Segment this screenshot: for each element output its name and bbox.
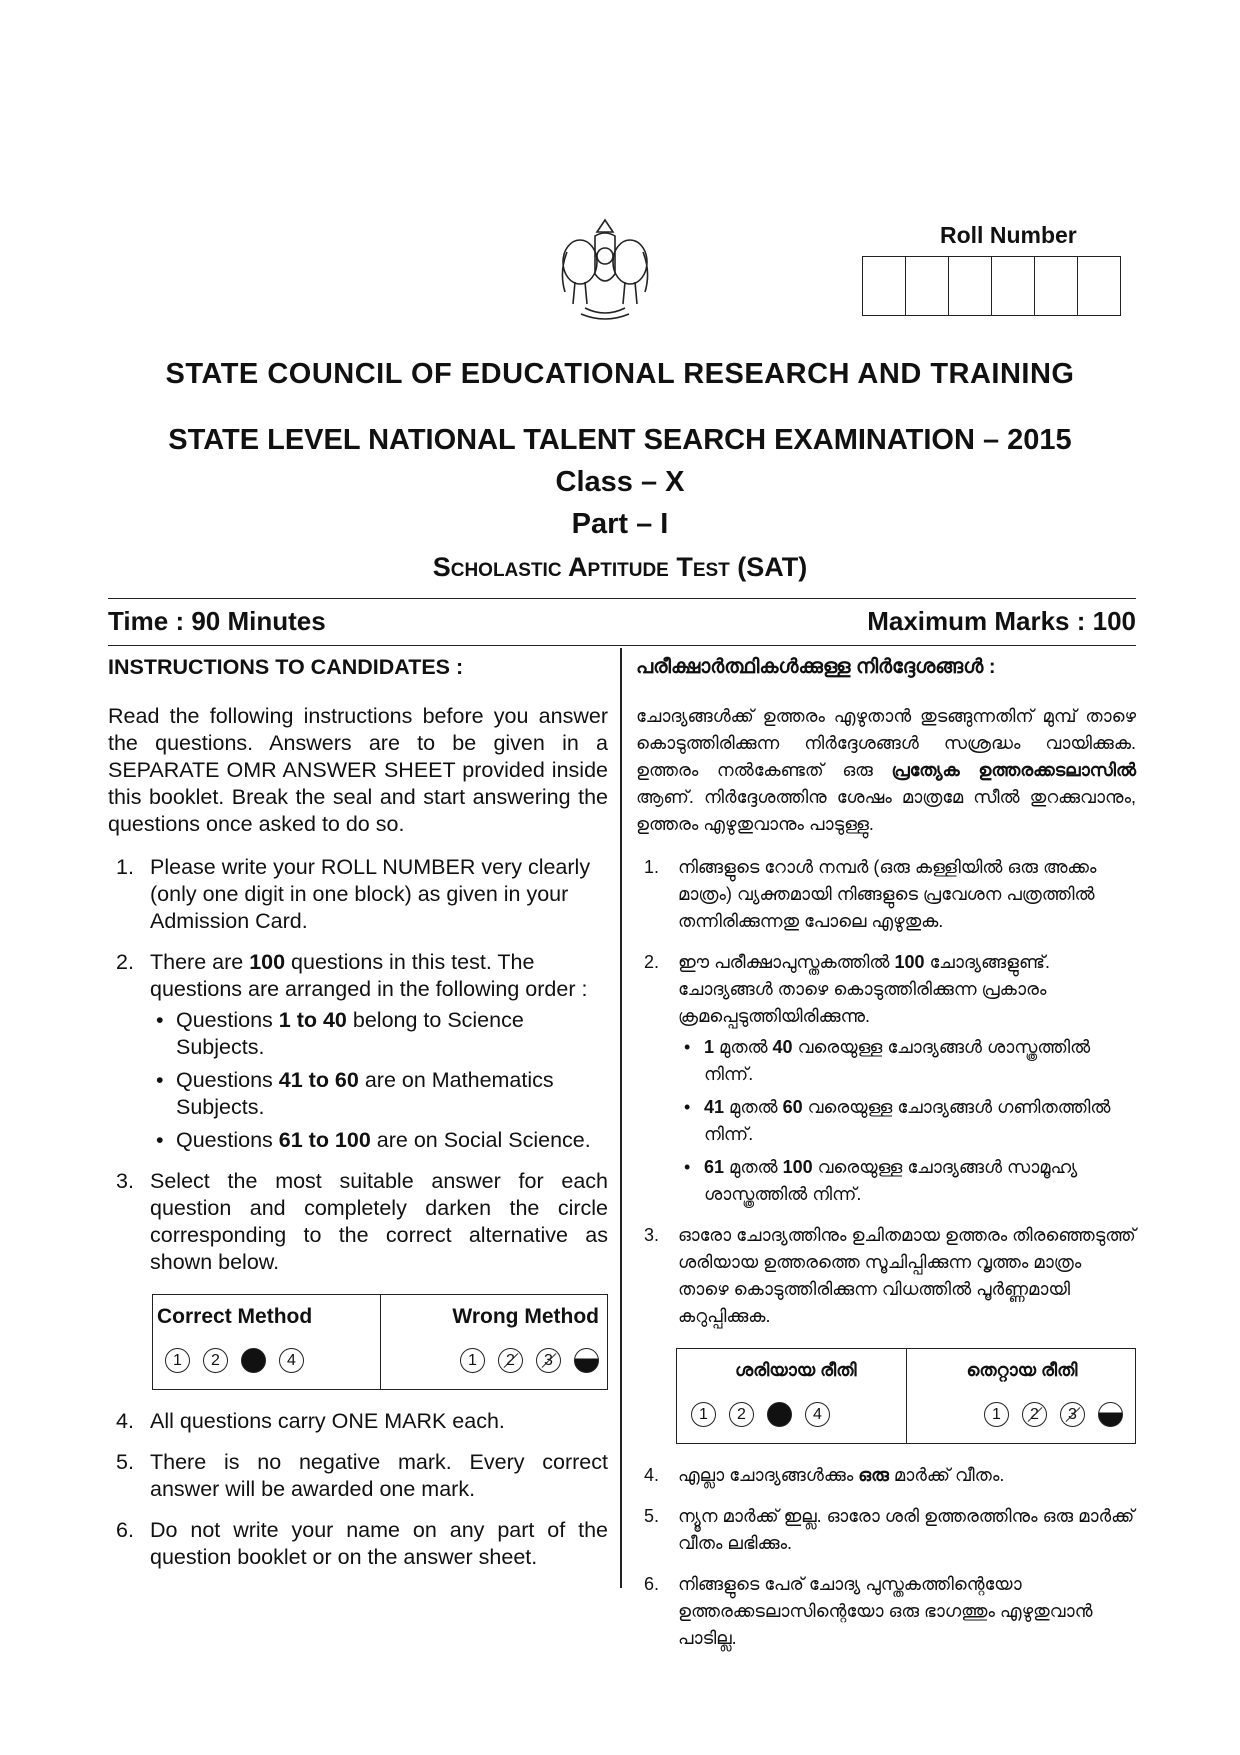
roll-digit-box[interactable] <box>863 257 906 315</box>
english-intro: Read the following instructions before you answer the questions. Answers are to be given in a SEPARATE OMR ANSWER SHEET provided inside this booklet. Break the seal and start answering the questions once asked to do so. <box>108 704 608 836</box>
instruction-text: നിങ്ങളുടെ റോൾ നമ്പർ (ഒരു കള്ളിയിൽ ഒരു അക്കം മാത്രം) വ്യക്തമായി നിങ്ങളുടെ പ്രവേശന പത്രത്തിൽ തന്നിരിക്കുന്നതു പോലെ എഴുതുക. <box>678 857 1097 931</box>
malayalam-heading: പരീക്ഷാർത്ഥികൾക്കുള്ള നിർദ്ദേശങ്ങൾ : <box>636 656 996 678</box>
roll-digit-box[interactable] <box>1035 257 1078 315</box>
organization-title: STATE COUNCIL OF EDUCATIONAL RESEARCH AND TRAINING <box>165 358 1075 390</box>
item-number: 1. <box>116 855 134 879</box>
class-title: Class – X <box>555 466 685 498</box>
instruction-item <box>108 1168 608 1276</box>
instruction-item <box>108 854 608 935</box>
option-circle: 1 <box>984 1402 1009 1427</box>
instruction-text: ഈ പരീക്ഷാപുസ്തകത്തിൽ 100 ചോദ്യങ്ങളുണ്ട്. ചോദ്യങ്ങൾ താഴെ കൊടുത്തിരിക്കുന്ന പ്രകാരം ക്രമപ്പെടുത്തിയിരിക്കുന്നു. <box>678 952 1050 1026</box>
correct-method-label: ശരിയായ രീതി <box>735 1360 857 1380</box>
crossed-circle: 2 <box>1022 1402 1047 1427</box>
item-number: 6. <box>116 1518 134 1542</box>
bullet-item: • Questions 61 to 100 are on Social Science. <box>150 1127 608 1154</box>
time-label: Time : 90 Minutes <box>108 606 326 636</box>
item-number: 3. <box>116 1169 134 1193</box>
english-instructions <box>108 650 608 1585</box>
english-heading: INSTRUCTIONS TO CANDIDATES : <box>108 655 464 679</box>
test-title: Scholastic Aptitude Test (SAT) <box>432 552 808 582</box>
instruction-text: There is no negative mark. Every correct answer will be awarded one mark. <box>150 1450 608 1501</box>
instruction-item <box>636 1571 1136 1652</box>
wrong-method-label: തെറ്റായ രീതി <box>966 1360 1078 1380</box>
instruction-item <box>636 1503 1136 1557</box>
item-number: 6. <box>644 1574 660 1594</box>
divider <box>108 645 1136 646</box>
correct-method-label: Correct Method <box>157 1305 313 1328</box>
half-filled-circle <box>574 1348 599 1373</box>
instruction-text: ന്യൂന മാർക്ക് ഇല്ല. ഓരോ ശരി ഉത്തരത്തിനും ഒരു മാർക്ക് വീതം ലഭിക്കും. <box>678 1506 1135 1553</box>
bullet-item: • Questions 1 to 40 belong to Science Subjects. <box>150 1007 608 1061</box>
item-number: 4. <box>644 1465 660 1485</box>
wrong-method-cell <box>381 1295 608 1389</box>
item-number: 5. <box>116 1450 134 1474</box>
instruction-text: All questions carry ONE MARK each. <box>150 1409 505 1433</box>
malayalam-intro: ചോദ്യങ്ങൾക്ക് ഉത്തരം എഴുതാൻ തുടങ്ങുന്നതിന് മുമ്പ് താഴെ കൊടുത്തിരിക്കുന്ന നിർദ്ദേശങ്ങൾ സശ്രദ്ധം വായിക്കുക. ഉത്തരം നൽകേണ്ടത് ഒരു പ്രത്യേക ഉത്തരക്കടലാസിൽ ആണ്. നിർദ്ദേശത്തിനു ശേഷം മാത്രമേ സീൽ തുറക്കുവാനും, ഉത്തരം എഴുതുവാനും പാടുള്ളു. <box>636 706 1136 834</box>
bullet-item: • 41 മുതൽ 60 വരെയുള്ള ചോദ്യങ്ങൾ ഗണിതത്തിൽ നിന്ന്. <box>678 1094 1136 1148</box>
filled-circle <box>767 1402 792 1427</box>
max-marks-label: Maximum Marks : 100 <box>867 606 1136 636</box>
instruction-item <box>108 949 608 1154</box>
roll-digit-box[interactable] <box>906 257 949 315</box>
option-circle: 1 <box>460 1348 485 1373</box>
instruction-text: Please write your ROLL NUMBER very clearly (only one digit in one block) as given in your Admission Card. <box>150 855 591 933</box>
item-number: 2. <box>116 950 134 974</box>
option-circle: 2 <box>729 1402 754 1427</box>
correct-method-cell <box>677 1349 907 1443</box>
bullet-item: • 1 മുതൽ 40 വരെയുള്ള ചോദ്യങ്ങൾ ശാസ്ത്രത്തിൽ നിന്ന്. <box>678 1034 1136 1088</box>
answer-method-table <box>152 1294 608 1390</box>
crossed-circle: 3 <box>1060 1402 1085 1427</box>
item-number: 4. <box>116 1409 134 1433</box>
divider <box>108 598 1136 599</box>
answer-method-table <box>676 1348 1136 1444</box>
instruction-item <box>636 854 1136 935</box>
instruction-item <box>636 949 1136 1208</box>
bullet-item: • Questions 41 to 60 are on Mathematics Subjects. <box>150 1067 608 1121</box>
option-circle: 4 <box>805 1402 830 1427</box>
instruction-text: എല്ലാ ചോദ്യങ്ങൾക്കും ഒരു മാർക്ക് വീതം. <box>678 1465 1005 1485</box>
item-number: 3. <box>644 1225 660 1245</box>
instruction-text: Do not write your name on any part of the question booklet or on the answer sheet. <box>150 1518 608 1569</box>
half-filled-circle <box>1098 1402 1123 1427</box>
item-number: 5. <box>644 1506 660 1526</box>
roll-digit-box[interactable] <box>1078 257 1120 315</box>
option-circle: 1 <box>165 1348 190 1373</box>
column-divider <box>620 648 622 1588</box>
crossed-circle: 2 <box>498 1348 523 1373</box>
item-number: 1. <box>644 857 660 877</box>
instruction-text: ഓരോ ചോദ്യത്തിനും ഉചിതമായ ഉത്തരം തിരഞ്ഞെടുത്ത് ശരിയായ ഉത്തരത്തെ സൂചിപ്പിക്കുന്ന വൃത്തം മാത്രം താഴെ കൊടുത്തിരിക്കുന്ന വിധത്തിൽ പൂർണ്ണമായി കറുപ്പിക്കുക. <box>678 1225 1136 1326</box>
roll-number-boxes[interactable] <box>862 256 1121 316</box>
option-circle: 2 <box>203 1348 228 1373</box>
wrong-method-label: Wrong Method <box>452 1305 599 1328</box>
malayalam-instructions <box>636 650 1136 1666</box>
instruction-text: Select the most suitable answer for each question and completely darken the circle corresponding to the correct alternative as shown below. <box>150 1169 608 1274</box>
correct-method-cell <box>153 1295 381 1389</box>
instruction-item <box>108 1408 608 1435</box>
roll-digit-box[interactable] <box>949 257 992 315</box>
roll-digit-box[interactable] <box>992 257 1035 315</box>
roll-number-label: Roll Number <box>940 222 1077 248</box>
part-title: Part – I <box>571 508 669 540</box>
instruction-text: There are 100 questions in this test. The questions are arranged in the following order : <box>150 950 588 1001</box>
instruction-text: നിങ്ങളുടെ പേര് ചോദ്യ പുസ്തകത്തിന്റെയോ ഉത്തരക്കടലാസിന്റെയോ ഒരു ഭാഗത്തും എഴുതുവാൻ പാടില്ല. <box>678 1574 1093 1648</box>
exam-title: STATE LEVEL NATIONAL TALENT SEARCH EXAMINATION – 2015 <box>168 424 1072 456</box>
filled-circle <box>241 1348 266 1373</box>
kerala-state-emblem-icon <box>555 212 655 324</box>
instruction-item <box>636 1462 1136 1489</box>
wrong-method-cell <box>907 1349 1136 1443</box>
bullet-item: • 61 മുതൽ 100 വരെയുള്ള ചോദ്യങ്ങൾ സാമൂഹ്യ ശാസ്ത്രത്തിൽ നിന്ന്. <box>678 1154 1136 1208</box>
instruction-item <box>636 1222 1136 1330</box>
item-number: 2. <box>644 952 660 972</box>
option-circle: 1 <box>691 1402 716 1427</box>
option-circle: 4 <box>279 1348 304 1373</box>
instruction-item <box>108 1517 608 1571</box>
crossed-circle: 3 <box>536 1348 561 1373</box>
instruction-item <box>108 1449 608 1503</box>
